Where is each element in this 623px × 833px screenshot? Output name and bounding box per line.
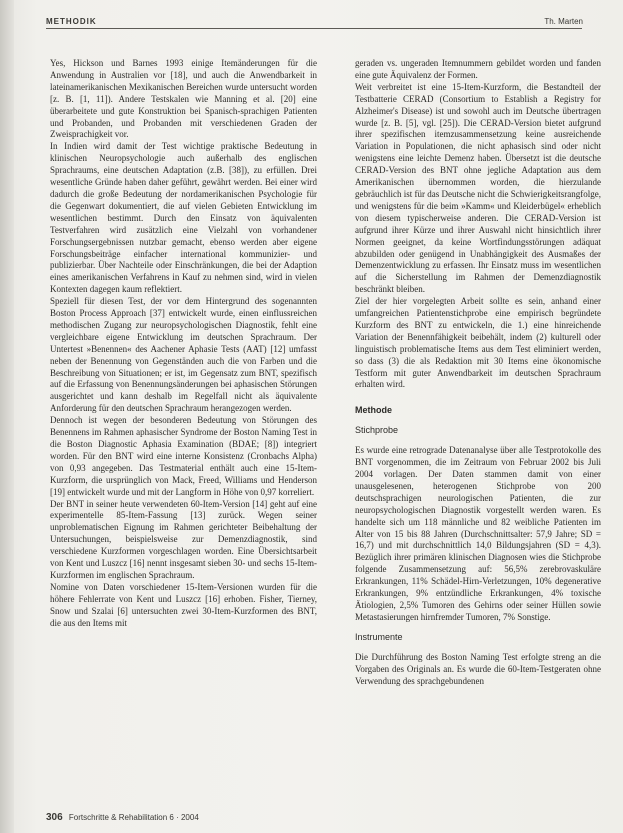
page-number: 306 — [46, 812, 63, 823]
paragraph: Dennoch ist wegen der besonderen Bedeutung von Störungen des Benennens im Rahmen aphasischer Syndrome der Boston Naming Test in die Boston Diagnostic Aphasia Examination (BDAE; [8]) integriert worden. Für den BNT wird eine interne Konsistenz (Cronbachs Alpha) von 0,93 angegeben. Das Testmaterial enthält auch eine 15-Item-Kurzform, die ursprünglich von Mack, Freed, Williams und Henderson [19] entwickelt wurde und mit der Langform in Höhe von 0,97 korreliert. — [50, 415, 317, 497]
paragraph: Nomine von Daten vorschiedener 15-Item-Versionen wurden für die höhere Fehlerrate von Kent und Luszcz [16] erhoben. Fisher, Tierney, Snow und Szalai [6] untersuchten zwei 30-Item-Kurzformen des BNT, die aus den Items mit — [50, 581, 317, 628]
paragraph: geraden vs. ungeraden Itemnummern gebildet worden und fanden eine gute Äquivalenz der Formen. — [355, 58, 601, 80]
paragraph: Der BNT in seiner heute verwendeten 60-Item-Version [14] geht auf eine experimentelle 85-Item-Fassung [13] zurück. Wegen seiner unproblematischen Eignung im Rahmen gerichteter Beibehaltung der Untersuchungen, beispielsweise zur Demenzdiagnostik, sind verschiedene Kurzformen vorgeschlagen worden. Eine Übersichtsarbeit von Kent und Luszcz [16] nennt insgesamt sieben 30- und sechs 15-Item-Kurzformen im englischen Sprachraum. — [50, 498, 317, 580]
paragraph: Yes, Hickson und Barnes 1993 einige Itemänderungen für die Anwendung in Australien vor [18], und auch die Anwendbarkeit in lateinamerikanischen Mexikanischen Bereichen wurde untersucht worden [z. B. [1, 11]). Andere Testskalen wie Manning et al. [20] eine überarbeitete und gute Konstruktion bei Spanisch-sprachigen Patienten und Probanden, und Probanden mit verschiedenen Graden der Zweisprachigkeit vor. — [50, 58, 317, 140]
subheading-sample: Stichprobe — [355, 425, 399, 436]
left-column — [50, 58, 317, 630]
paragraph: Ziel der hier vorgelegten Arbeit sollte es sein, anhand einer umfangreichen Patientenstichprobe eine empirisch begründete Kurzform des BNT zu entwickeln, die 1.) eine hinreichende Variation der Benennfähigkeit beibehält, indem (2) kulturell oder linguistisch problematische Items aus dem Test eliminiert werden, so dass (3) die als Redaktion mit 30 Items eine ökonomische Testform mit guter Anwendbarkeit im deutschen Sprachraum erhalten wird. — [355, 296, 601, 390]
paragraph: Weit verbreitet ist eine 15-Item-Kurzform, die Bestandteil der Testbatterie CERAD (Consortium to Establish a Registry for Alzheimer's Disease) ist und sowohl auch im Deutsche übertragen wurde [z. B. [5], vgl. [25]). Die CERAD-Version bietet aufgrund ihrer spezifischen itemzusammensetzung keine ausreichende Variation in Populationen, die nicht aphasisch sind oder nicht wenigstens eine leichte Demenz haben. Übersetzt ist die deutsche CERAD-Version des BNT ohne jegliche Adaptation aus dem Amerikanischen übernommen worden, die hierzulande gebräuchlich ist für das Deutsche nicht die Schwierigkeitsrangfolge, und wenigstens für die beim »Kamm« und Kleiderbügel« erheblich von diesem typischerweise anderen. Die CERAD-Version ist aufgrund ihrer Kürze und ihrer Auswahl nicht hinsichtlich ihrer Normen geeignet, da keine Wortfindungsstörungen adäquat abzubilden oder genügend in Unabhängigkeit des Ausmaßes der Demenzentwicklung zu erfassen. Ihr Einsatz muss im wesentlichen auf die Sicherstellung im Rahmen der Demenzdiagnostik beschränkt bleiben. — [355, 81, 601, 295]
right-column — [355, 58, 601, 687]
journal-name: Fortschritte & Rehabilitation 6 · 2004 — [68, 813, 199, 822]
section-heading-method: Methode — [355, 405, 392, 416]
page-edge-shadow — [0, 0, 14, 833]
running-author: Th. Marten — [544, 17, 583, 26]
paragraph: Es wurde eine retrograde Datenanalyse über alle Testprotokolle des BNT vorgenommen, die im Zeitraum von Februar 2002 bis Juli 2004 vorlagen. Der Daten stammen damit von einer unausgelesenen, heterogenen Stichprobe von 200 deutschsprachigen neurologischen Patienten, die zur neuropsychologischen Diagnostik vorgestellt werden waren. Es handelte sich um 118 männliche und 82 weibliche Patienten im Alter von 15 bis 88 Jahren (Durchschnittsalter: 57,9 Jahre; SD = 16,7) und mit durchschnittlich 14,0 Bildungsjahren (SD = 4,3). Bezüglich ihrer primären klinischen Diagnosen wies die Stichprobe folgende Zusammensetzung auf: 56,5% zerebrovaskuläre Erkrankungen, 11% Schädel-Hirn-Verletzungen, 10% degenerative Erkrankungen, 9% entzündliche Erkrankungen, 4% toxische Ätiologien, 2,5% Tumoren des Gehirns oder seiner Hüllen sowie Metastasierungen hirnfremder Tumoren, 7% Sonstige. — [355, 445, 601, 622]
subheading-instruments: Instrumente — [355, 631, 403, 642]
paragraph: In Indien wird damit der Test wichtige praktische Bedeutung in klinischen Neuropsychologie auch außerhalb des englischen Sprachraums, eine deutschen Adaptation (z.B. [38]), zu erfüllen. Drei wesentliche Gründe haben daher geführt, gewährt werden. Bei einer wird dadurch die große Bedeutung der nordamerikanischen Psychologie für die Gegenwart dokumentiert, die auf vielen Gebieten Entwicklung im wesentlichen bestimmt. Durch den Einsatz von äquivalenten Testverfahren wird zusätzlich eine Vielzahl von vorhandener Forschungsergebnissen nutzbar gemacht, ebenso werden aber eigene Forschungsbeiträge einfacher international kommunizier- und publizierbar. Über Nachteile oder Einschränkungen, die bei der Adaption eines amerikanischen Verfahrens in Kauf zu nehmen sind, wird in vielen Kontexten dagegen kaum reflektiert. — [50, 141, 317, 295]
page-footer — [46, 812, 199, 823]
header-rule — [46, 20, 582, 29]
paragraph: Speziell für diesen Test, der vor dem Hintergrund des sogenannten Boston Process Approach [37] entwickelt wurde, einen einflussreichen methodischen Zugang zur neuropsychologischen Diagnostik, fehlt eine vergleichbare eigene Entwicklung im deutschen Sprachraum. Der Untertest »Benennen« des Aachener Aphasie Tests (AAT) [12] umfasst neben der Benennung von Gegenständen auch die von Farben und die Beschreibung von Situationen; er ist, im Gegensatz zum BNT, spezifisch auf die Erfassung von Benennungsänderungen bei aphasischen Störungen ausgerichtet und kann deshalb im Regelfall nicht als äquivalente Anforderung für den deutschen Sprachraum herangezogen werden. — [50, 296, 317, 414]
section-label: METHODIK — [46, 17, 97, 26]
paragraph: Die Durchführung des Boston Naming Test erfolgte streng an die Vorgaben des Originals an. Es wurde die 60-Item-Testgeraten ohne Verwendung des sprachgebundenen — [355, 651, 601, 686]
